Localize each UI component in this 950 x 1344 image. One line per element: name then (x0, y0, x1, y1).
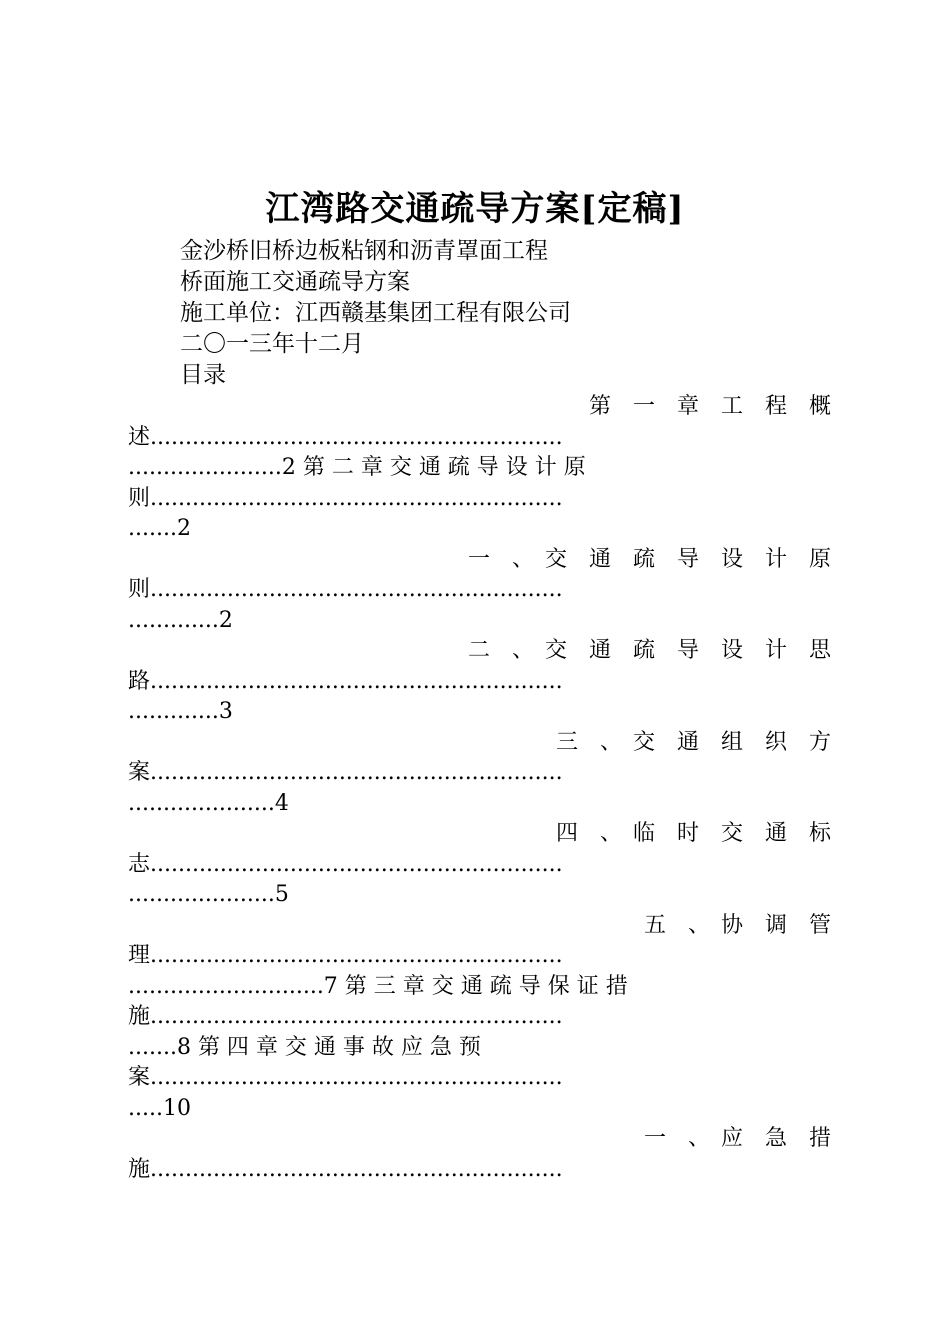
toc-line: 案........................................................... (128, 760, 563, 785)
toc-line: .............3 (128, 699, 233, 724)
toc-line: 施........................................................... (128, 1156, 563, 1182)
toc-line: .....10 (128, 1095, 191, 1121)
project-name: 金沙桥旧桥边板粘钢和沥青罩面工程 (180, 238, 548, 264)
toc-line: 施........................................................... (128, 1004, 563, 1029)
toc-line: 一 、 应 急 措 (643, 1126, 831, 1151)
toc-line: 路........................................................... (128, 668, 563, 694)
toc-line: .....................5 (128, 882, 289, 907)
toc-line: 案........................................................... (128, 1065, 563, 1090)
toc-line: 志........................................................... (128, 851, 563, 877)
toc-line: 一 、 交 通 疏 导 设 计 原 (467, 546, 831, 572)
toc-line: 二 、 交 通 疏 导 设 计 思 (467, 638, 831, 663)
toc-line: 五 、 协 调 管 (643, 912, 831, 938)
table-of-contents (128, 392, 831, 1185)
toc-line: 述........................................................... (128, 424, 563, 450)
toc-line: 三 、 交 通 组 织 方 (555, 729, 831, 755)
plan-name: 桥面施工交通疏导方案 (180, 269, 410, 295)
toc-line: 四 、 临 时 交 通 标 (555, 821, 831, 846)
toc-line: 则........................................................... (128, 485, 563, 511)
toc-line: .......8 第 四 章 交 通 事 故 应 急 预 (128, 1034, 481, 1060)
toc-line: ......................2 第 二 章 交 通 疏 导 设 计 原 (128, 455, 586, 480)
toc-line: .............2 (128, 607, 233, 633)
toc-line: 理........................................................... (128, 943, 563, 968)
toc-line: 则........................................................... (128, 577, 563, 602)
construction-unit: 施工单位：江西赣基集团工程有限公司 (180, 300, 571, 326)
toc-line: 第 一 章 工 程 概 (588, 394, 831, 419)
toc-heading: 目录 (180, 362, 226, 388)
document-title: 江湾路交通疏导方案[定稿] (265, 189, 685, 229)
toc-line: .....................4 (128, 790, 289, 816)
toc-line: ............................7 第 三 章 交 通 疏 导 保 证 措 (128, 973, 628, 999)
toc-line: .......2 (128, 516, 191, 541)
date-line: 二〇一三年十二月 (180, 331, 364, 357)
